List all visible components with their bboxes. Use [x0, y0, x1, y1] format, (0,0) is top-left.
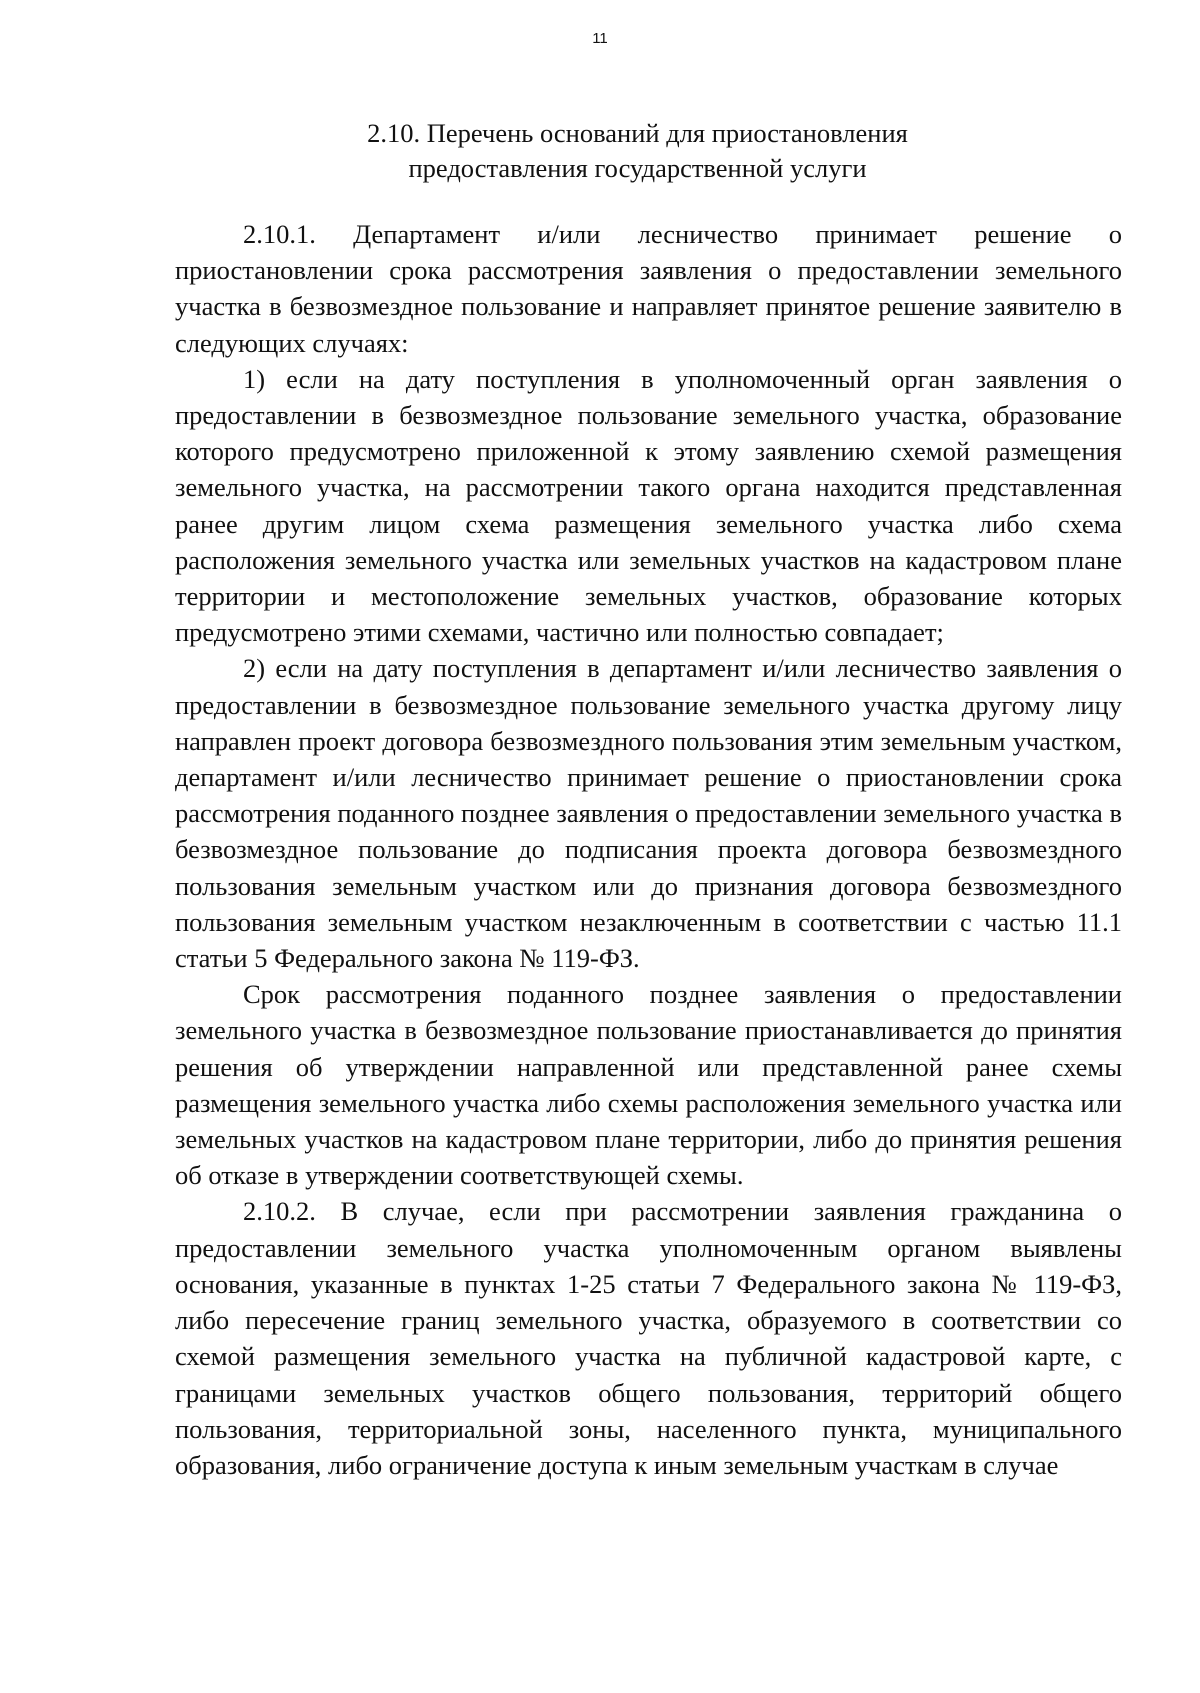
section-heading-line-2: предоставления государственной услуги	[408, 153, 867, 183]
document-body	[175, 216, 1122, 1483]
section-heading-line-1: 2.10. Перечень оснований для приостановления	[367, 118, 908, 148]
section-heading	[175, 116, 1100, 186]
paragraph-item-1: 1) если на дату поступления в уполномоченный орган заявления о предоставлении в безвозмездное пользование земельного участка, образование которого предусмотрено приложенной к этому заявлению схемой размещения земельного участка, на рассмотрении такого органа находится представленная ранее другим лицом схема размещения земельного участка либо схема расположения земельного участка или земельных участков на кадастровом плане территории и местоположение земельных участков, образование которых предусмотрено этими схемами, частично или полностью совпадает;	[175, 363, 1122, 648]
page-number: 11	[592, 30, 608, 47]
paragraph-suspension-term: Срок рассмотрения поданного позднее заявления о предоставлении земельного участка в безвозмездное пользование приостанавливается до принятия решения об утверждении направленной или представленной ранее схемы размещения земельного участка либо схемы расположения земельного участка или земельных участков на кадастровом плане территории, либо до принятия решения об отказе в утверждении соответствующей схемы.	[175, 979, 1122, 1191]
paragraph-2-10-1: 2.10.1. Департамент и/или лесничество принимает решение о приостановлении срока рассмотрения заявления о предоставлении земельного участка в безвозмездное пользование и направляет принятое решение заявителю в следующих случаях:	[175, 219, 1122, 358]
paragraph-2-10-2: 2.10.2. В случае, если при рассмотрении заявления гражданина о предоставлении земельного участка уполномоченным органом выявлены основания, указанные в пунктах 1-25 статьи 7 Федерального закона № 119-ФЗ, либо пересечение границ земельного участка, образуемого в соответствии со схемой размещения земельного участка на публичной кадастровой карте, с границами земельных участков общего пользования, территорий общего пользования, территориальной зоны, населенного пункта, муниципального образования, либо ограничение доступа к иным земельным участкам в случае	[175, 1196, 1122, 1480]
paragraph-item-2: 2) если на дату поступления в департамент и/или лесничество заявления о предоставлении в безвозмездное пользование земельного участка другому лицу направлен проект договора безвозмездного пользования этим земельным участком, департамент и/или лесничество принимает решение о приостановлении срока рассмотрения поданного позднее заявления о предоставлении земельного участка в безвозмездное пользование до подписания проекта договора безвозмездного пользования земельным участком или до признания договора безвозмездного пользования земельным участком незаключенным в соответствии с частью 11.1 статьи 5 Федерального закона № 119-ФЗ.	[175, 653, 1122, 974]
